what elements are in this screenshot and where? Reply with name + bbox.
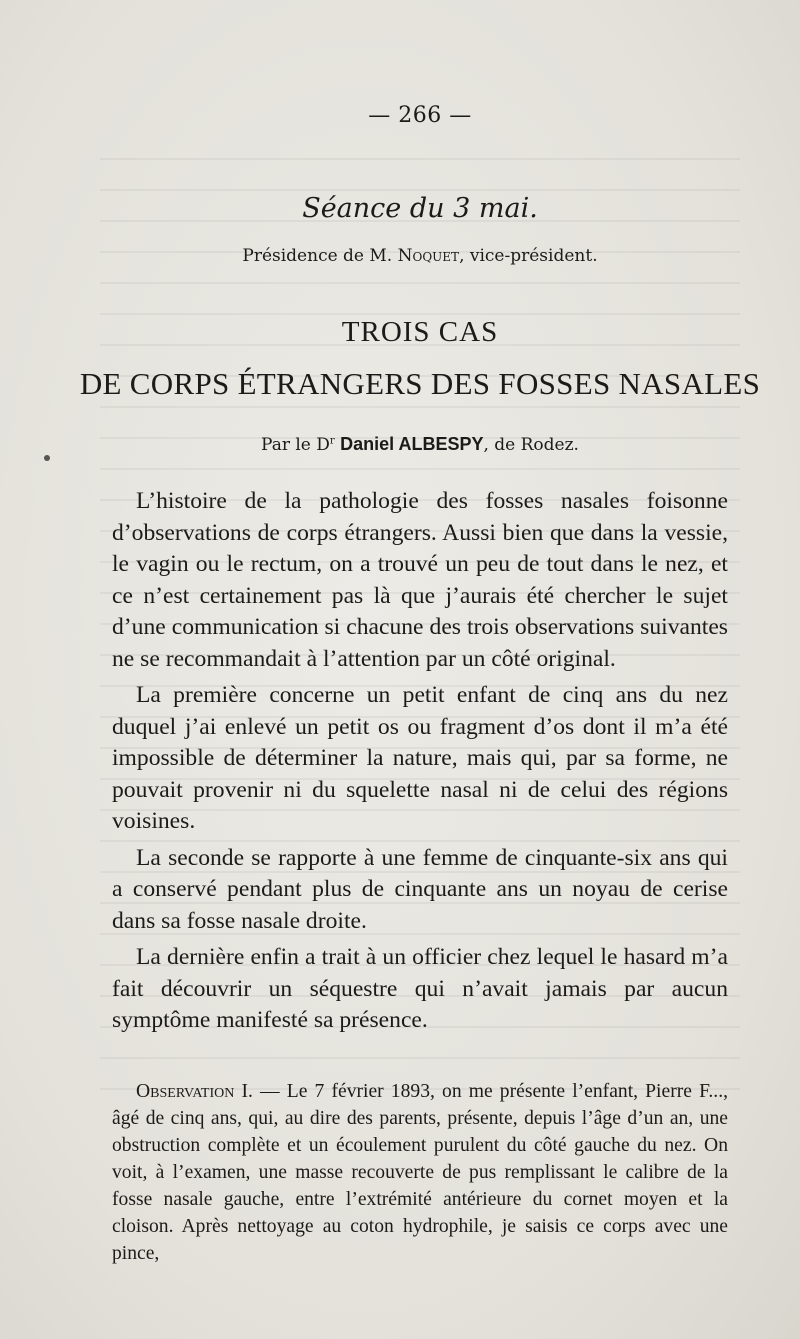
observation-text: — Le 7 février 1893, on me présente l’enfant, Pierre F..., âgé de cinq ans, qui, au dire des parents, présente, depuis l’âge d’un an, une obstruction complète et un écoulement purulent du côté gauche du nez. On voit, à l’examen, une masse recouverte de pus remplissant le calibre de la fosse nasale gauche, entre l’extrémité antérieure du cornet moyen et la cloison. Après nettoyage au coton hydrophile, je saisis ce corps avec une pince, xyxy=(112,1081,728,1264)
body-paragraph: L’histoire de la pathologie des fosses nasales foisonne d’observations de corps étrangers. Aussi bien que dans la vessie, le vagin ou le rectum, on a trouvé un peu de tout dans le nez, et ce n’est certainement pas là que j’aurais été chercher le sujet d’une communication si chacune des trois observations suivantes ne se recommandait à l’attention par un côté original. xyxy=(112,488,728,672)
byline-prefix: Par le D xyxy=(261,435,330,455)
body-paragraph: La première concerne un petit enfant de cinq ans du nez duquel j’ai enlevé un petit os ou fragment d’os dont il m’a été impossible de déterminer la nature, mais qui, par sa forme, ne pouvait provenir ni du squelette nasal ni de celui des régions voisines. xyxy=(112,682,728,834)
author-name: Daniel ALBESPY xyxy=(340,434,484,454)
presidence-prefix: Présidence de M. xyxy=(242,246,398,266)
body-paragraph: La dernière enfin a trait à un officier chez lequel le hasard m’a fait découvrir un séquestre qui n’avait jamais par aucun symptôme manifesté sa présence. xyxy=(112,944,728,1033)
observation-paragraph xyxy=(112,1078,728,1267)
ink-speck xyxy=(44,455,50,461)
session-heading: Séance du 3 mai. xyxy=(302,193,538,224)
article-title-line-1: TROIS CAS xyxy=(341,316,499,348)
article-body xyxy=(112,486,728,1037)
presidence-name: Noquet xyxy=(397,246,460,266)
presidence-line xyxy=(0,246,800,266)
page-number: — 266 — xyxy=(368,103,472,128)
byline-sup: r xyxy=(329,435,335,447)
body-paragraph: La seconde se rapporte à une femme de cinquante-six ans qui a conservé pendant plus de cinquante ans un noyau de cerise dans sa fosse nasale droite. xyxy=(112,844,728,934)
observation-section xyxy=(112,1078,728,1267)
byline-suffix: , de Rodez. xyxy=(483,435,579,455)
author-byline xyxy=(0,434,800,455)
observation-label: Observation I. xyxy=(136,1081,253,1102)
presidence-suffix: , vice-président. xyxy=(459,246,598,266)
article-title-line-2: DE CORPS ÉTRANGERS DES FOSSES NASALES xyxy=(79,366,761,401)
